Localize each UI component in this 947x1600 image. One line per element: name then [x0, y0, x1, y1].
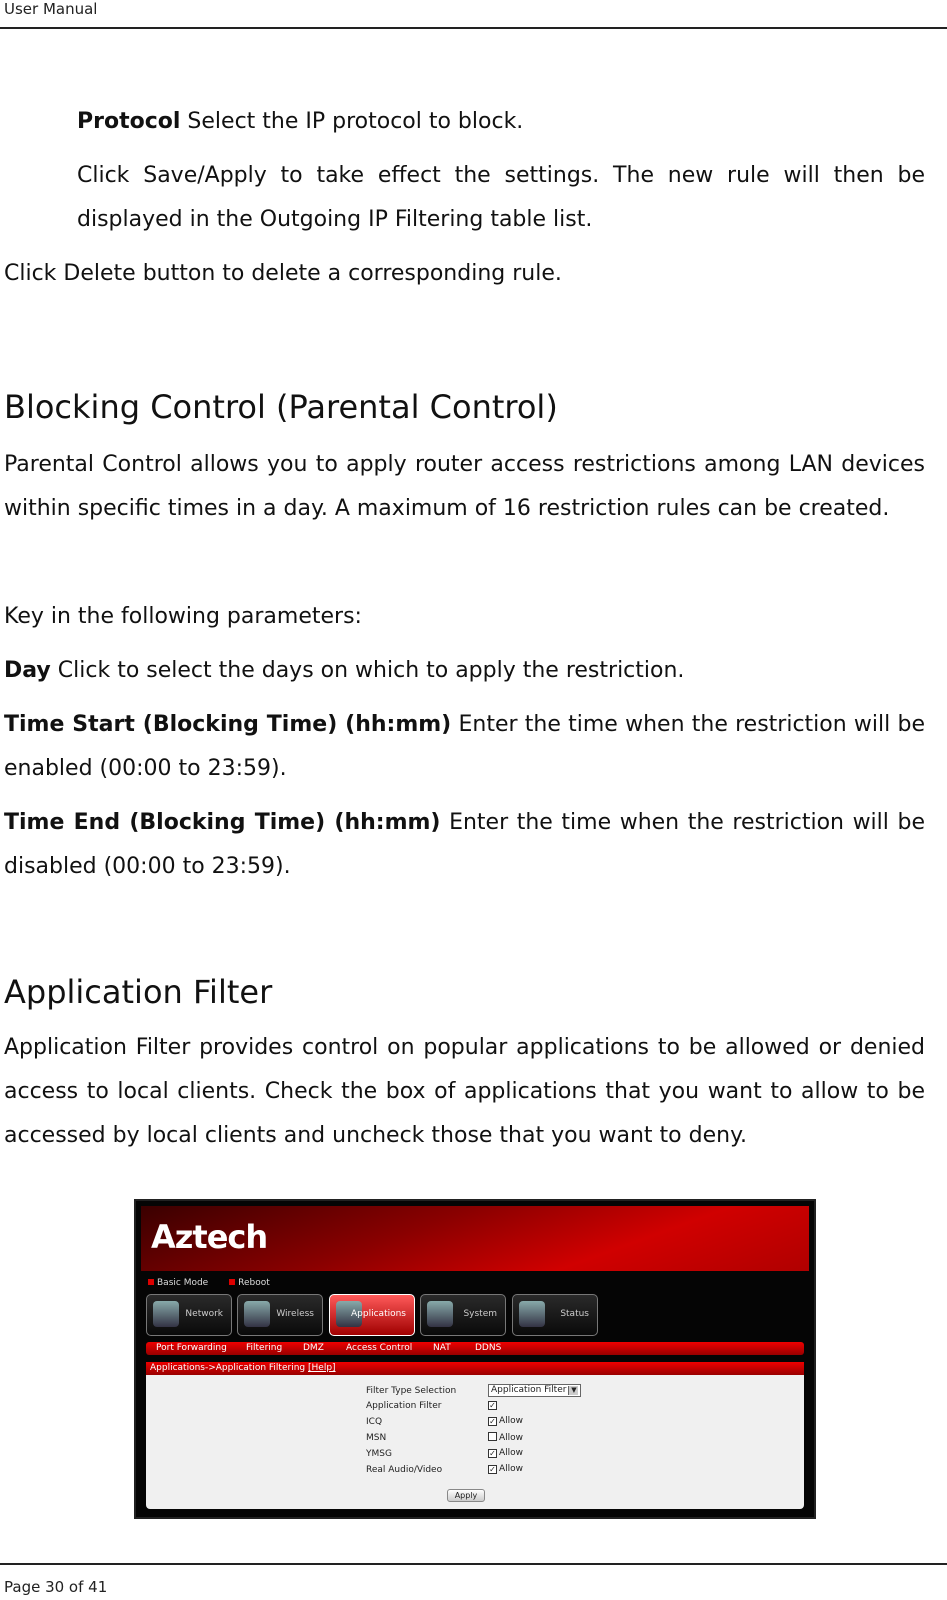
bullet-icon: [229, 1279, 235, 1285]
nav-wireless[interactable]: Wireless: [237, 1294, 323, 1336]
blocking-heading: Blocking Control (Parental Control): [4, 388, 558, 426]
blocking-desc: Parental Control allows you to apply router access restrictions among LAN devices within specific times in a day. A maximum of 16 restriction rules can be created.: [4, 452, 925, 521]
day-term: Day: [4, 658, 51, 683]
time-end-term: Time End (Blocking Time) (hh:mm): [4, 810, 441, 835]
bullet-icon: [148, 1279, 154, 1285]
time-end-paragraph: [4, 801, 925, 889]
aztech-logo: Aztech: [151, 1218, 268, 1256]
app-filter-panel: [146, 1362, 804, 1509]
subnav-dmz[interactable]: DMZ: [303, 1343, 324, 1353]
nav-system[interactable]: System: [420, 1294, 506, 1336]
subnav-access-control[interactable]: Access Control: [346, 1343, 413, 1353]
protocol-term: Protocol: [77, 109, 181, 134]
real-av-allow[interactable]: ✓ Allow: [489, 1464, 524, 1474]
sub-navigation: [146, 1342, 804, 1355]
app-filter-enable[interactable]: [488, 1400, 499, 1410]
header-rule: [0, 27, 947, 29]
protocol-paragraph: [77, 100, 925, 144]
filter-type-label: Filter Type Selection: [366, 1386, 457, 1396]
panel-title-bar: [146, 1362, 804, 1375]
app-filter-checkbox[interactable]: ✓: [489, 1401, 496, 1410]
day-paragraph: [4, 649, 925, 693]
footer-rule: [0, 1563, 947, 1565]
icq-label: ICQ: [366, 1417, 383, 1427]
icq-allow[interactable]: ✓ Allow: [489, 1416, 524, 1426]
time-start-term: Time Start (Blocking Time) (hh:mm): [4, 712, 452, 737]
app-filter-label: Application Filter: [366, 1401, 442, 1411]
page-number: Page 30 of 41: [4, 1578, 108, 1596]
subnav-ddns[interactable]: DDNS: [475, 1343, 502, 1353]
delete-paragraph: Click Delete button to delete a corresponding rule.: [4, 261, 562, 286]
ymsg-label: YMSG: [366, 1449, 392, 1459]
msn-allow[interactable]: Allow: [488, 1432, 523, 1443]
help-link[interactable]: [Help]: [308, 1363, 336, 1373]
top-links: [148, 1278, 288, 1288]
filter-type-select[interactable]: Application Filter ▼: [488, 1384, 581, 1397]
subnav-filtering[interactable]: Filtering: [246, 1343, 283, 1353]
computer-icon: [427, 1301, 453, 1327]
real-av-label: Real Audio/Video: [366, 1465, 443, 1475]
router-screenshot: [134, 1199, 816, 1519]
msn-label: MSN: [366, 1433, 387, 1443]
time-start-desc: Enter the time when the restriction will be enabled (00:00 to 23:59).: [4, 712, 926, 781]
bar-chart-icon: [519, 1301, 545, 1327]
time-start-paragraph: [4, 703, 925, 791]
day-desc: Click to select the days on which to apply the restriction.: [50, 658, 685, 683]
subnav-port-forwarding[interactable]: Port Forwarding: [156, 1343, 227, 1353]
reboot-link[interactable]: Reboot: [229, 1278, 270, 1288]
panel-title: Applications->Application Filtering: [150, 1363, 306, 1373]
subnav-nat[interactable]: NAT: [433, 1343, 451, 1353]
nav-network[interactable]: Network: [146, 1294, 232, 1336]
app-filter-desc: Application Filter provides control on popular applications to be allowed or denied access to local clients. Check the box of applications that you want to allow to be accessed by local clients and uncheck those that you want to deny.: [4, 1035, 925, 1148]
apply-button[interactable]: Apply: [447, 1489, 485, 1502]
router-icon: [244, 1301, 270, 1327]
protocol-desc: Select the IP protocol to block.: [180, 109, 524, 134]
real-av-checkbox[interactable]: ✓: [489, 1465, 496, 1474]
msn-checkbox[interactable]: [488, 1432, 497, 1441]
dropdown-arrow-icon: ▼: [568, 1386, 578, 1395]
icq-checkbox[interactable]: ✓: [489, 1417, 496, 1426]
app-filter-heading: Application Filter: [4, 973, 273, 1011]
basic-mode-link[interactable]: Basic Mode: [148, 1278, 208, 1288]
nav-applications[interactable]: Applications: [329, 1294, 415, 1336]
key-in-text: Key in the following parameters:: [4, 604, 362, 629]
save-apply-paragraph: Click Save/Apply to take effect the settings. The new rule will then be displayed in the Outgoing IP Filtering table list.: [77, 163, 925, 232]
time-end-desc: Enter the time when the restriction will be disabled (00:00 to 23:59).: [4, 810, 925, 879]
document-header: User Manual: [4, 0, 98, 18]
nav-status[interactable]: Status: [512, 1294, 598, 1336]
ymsg-checkbox[interactable]: ✓: [489, 1449, 496, 1458]
banner: [141, 1206, 809, 1271]
network-icon: [153, 1301, 179, 1327]
ymsg-allow[interactable]: ✓ Allow: [489, 1448, 524, 1458]
